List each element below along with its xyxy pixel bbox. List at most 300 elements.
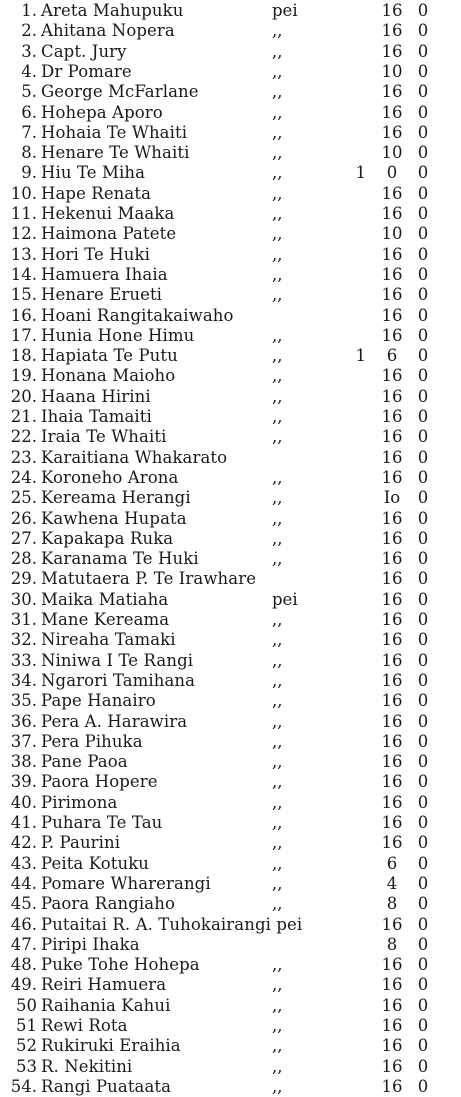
ditto-mark: ,, [272, 163, 283, 183]
amount-pence: 0 [417, 508, 429, 528]
list-item [0, 793, 461, 813]
amount-pence: 0 [417, 610, 429, 629]
amount-shillings: 16 [381, 1036, 403, 1056]
ditto-mark: ,, [272, 82, 283, 102]
contributor-name: Reiri Hamuera [41, 975, 167, 995]
entry-number: 6. [21, 102, 37, 122]
contributor-name: Ahitana Nopera [41, 21, 175, 41]
contributor-name: Mane Kereama [41, 610, 170, 629]
entry-number: 22. [10, 427, 37, 447]
amount-pence: 0 [417, 163, 429, 183]
amount-pence: 0 [417, 670, 429, 690]
ditto-mark: pei [272, 1, 298, 20]
list-item [0, 590, 461, 610]
contributor-name: Hiu Te Miha [41, 163, 146, 183]
ditto-mark: ,, [272, 224, 283, 244]
contributor-name: Pane Paoa [41, 752, 128, 772]
amount-pence: 0 [417, 82, 429, 102]
entry-number: 38. [10, 752, 37, 772]
contributor-name: Pera Pihuka [41, 731, 143, 751]
amount-shillings: 16 [381, 813, 403, 832]
list-item [0, 427, 461, 447]
ditto-mark: ,, [272, 752, 283, 772]
ditto-mark: ,, [272, 427, 283, 447]
entry-number: 16. [10, 305, 37, 325]
entry-number: 50 [16, 995, 37, 1015]
contributor-name: P. Paurini [41, 833, 121, 853]
amount-pence: 0 [417, 305, 429, 325]
amount-shillings: 16 [381, 467, 403, 487]
contributor-name: Hamuera Ihaia [41, 264, 168, 284]
amount-pence: 0 [417, 549, 429, 569]
contributor-name: Koroneho Arona [41, 467, 179, 487]
entry-number: 9. [21, 163, 37, 183]
amount-shillings: 16 [381, 955, 403, 975]
list-item [0, 387, 461, 407]
entry-number: 51 [16, 1016, 37, 1035]
amount-pence: 0 [417, 528, 429, 548]
amount-shillings: 16 [381, 366, 403, 386]
amount-pence: 0 [417, 792, 429, 812]
contributor-name: Haana Hirini [41, 386, 151, 406]
contributor-name: Hohaia Te Whaiti [41, 122, 188, 142]
ditto-mark: ,, [272, 650, 283, 670]
ditto-mark: ,, [272, 325, 283, 345]
list-item [0, 184, 461, 204]
amount-shillings: 16 [381, 1076, 403, 1096]
amount-pence: 0 [417, 183, 429, 203]
entry-number: 40. [10, 792, 37, 812]
amount-shillings: 16 [381, 752, 403, 772]
entry-number: 10. [10, 183, 37, 203]
amount-shillings: 16 [381, 285, 403, 305]
amount-shillings: 6 [386, 346, 398, 366]
contributor-name: Nireaha Tamaki [41, 630, 176, 650]
entry-number: 11. [10, 204, 37, 223]
list-item [0, 975, 461, 995]
ditto-mark: ,, [272, 407, 283, 426]
entry-number: 20. [10, 386, 37, 406]
amount-pence: 0 [417, 467, 429, 487]
entry-number: 4. [21, 61, 37, 81]
amount-pence: 0 [417, 285, 429, 305]
entry-number: 5. [21, 82, 37, 102]
ditto-mark: ,, [272, 995, 283, 1015]
amount-pence: 0 [417, 873, 429, 893]
contributor-name: Honana Maioho [41, 366, 176, 386]
amount-shillings: 16 [381, 1, 403, 20]
ditto-mark: pei [272, 589, 298, 609]
list-item [0, 833, 461, 853]
amount-shillings: 16 [381, 427, 403, 447]
contributor-name: Niniwa I Te Rangi [41, 650, 194, 670]
entry-number: 24. [10, 467, 37, 487]
ditto-mark: ,, [272, 772, 283, 792]
contributor-name: Hekenui Maaka [41, 204, 175, 223]
ditto-mark: ,, [272, 1036, 283, 1056]
amount-pence: 0 [417, 224, 429, 244]
entry-number: 44. [10, 873, 37, 893]
amount-pence: 0 [417, 1036, 429, 1056]
contributor-name: Ihaia Tamaiti [41, 407, 152, 426]
amount-pence: 0 [417, 61, 429, 81]
amount-shillings: 16 [381, 41, 403, 61]
amount-shillings: 6 [386, 853, 398, 873]
ditto-mark: ,, [272, 488, 283, 508]
list-item [0, 326, 461, 346]
contributor-name: Pera A. Harawira [41, 711, 188, 731]
amount-pence: 0 [417, 772, 429, 792]
entry-number: 7. [21, 122, 37, 142]
amount-pence: 0 [417, 325, 429, 345]
amount-pence: 0 [417, 488, 429, 508]
amount-shillings: 16 [381, 183, 403, 203]
list-item [0, 143, 461, 163]
ditto-mark: ,, [272, 894, 283, 914]
list-item [0, 549, 461, 569]
entry-number: 15. [10, 285, 37, 305]
contributor-name: Puke Tohe Hohepa [41, 955, 200, 975]
list-item [0, 610, 461, 630]
contributor-name: Paora Hopere [41, 772, 158, 792]
contributor-name: George McFarlane [41, 82, 199, 102]
entry-number: 26. [10, 508, 37, 528]
contributor-name: Piripi Ihaka [41, 934, 140, 954]
contributor-name: Capt. Jury [41, 41, 127, 61]
amount-shillings: 16 [381, 670, 403, 690]
list-item [0, 407, 461, 427]
contributor-name: Kawhena Hupata [41, 508, 187, 528]
list-item [0, 671, 461, 691]
ditto-mark: ,, [272, 61, 283, 81]
amount-pence: 0 [417, 833, 429, 853]
amount-shillings: 16 [381, 995, 403, 1015]
ditto-mark: ,, [272, 549, 283, 569]
list-item [0, 1, 461, 21]
amount-shillings: 16 [381, 528, 403, 548]
amount-shillings: 16 [381, 610, 403, 629]
contributor-name: Maika Matiaha [41, 589, 169, 609]
ditto-mark: ,, [272, 285, 283, 305]
ditto-mark: ,, [272, 1076, 283, 1096]
ditto-mark: ,, [272, 204, 283, 223]
entry-number: 39. [10, 772, 37, 792]
amount-shillings: 8 [386, 894, 398, 914]
amount-pounds: 1 [355, 346, 366, 366]
amount-pence: 0 [417, 346, 429, 366]
amount-shillings: 16 [381, 914, 403, 934]
contributor-name: Kapakapa Ruka [41, 528, 174, 548]
ditto-mark: ,, [272, 711, 283, 731]
entry-number: 8. [21, 143, 37, 163]
amount-shillings: 16 [381, 82, 403, 102]
list-item [0, 265, 461, 285]
list-item [0, 366, 461, 386]
amount-shillings: 16 [381, 792, 403, 812]
list-item [0, 509, 461, 529]
entry-number: 35. [10, 691, 37, 711]
amount-shillings: 16 [381, 650, 403, 670]
contributor-name: Iraia Te Whaiti [41, 427, 167, 447]
entry-number: 3. [21, 41, 37, 61]
amount-shillings: 16 [381, 21, 403, 41]
entry-number: 14. [10, 264, 37, 284]
amount-pence: 0 [417, 630, 429, 650]
amount-shillings: 16 [381, 508, 403, 528]
entry-number: 31. [10, 610, 37, 629]
entry-number: 12. [10, 224, 37, 244]
entry-number: 28. [10, 549, 37, 569]
amount-pence: 0 [417, 427, 429, 447]
amount-pence: 0 [417, 122, 429, 142]
list-item [0, 346, 461, 366]
amount-shillings: 16 [381, 204, 403, 223]
amount-shillings: 16 [381, 447, 403, 467]
list-item [0, 996, 461, 1016]
ditto-mark: ,, [272, 813, 283, 832]
ditto-mark: ,, [272, 467, 283, 487]
entry-number: 32. [10, 630, 37, 650]
list-item [0, 732, 461, 752]
list-item [0, 1036, 461, 1056]
amount-shillings: 16 [381, 244, 403, 264]
amount-pence: 0 [417, 1076, 429, 1096]
list-item [0, 935, 461, 955]
amount-shillings: 16 [381, 122, 403, 142]
amount-shillings: 16 [381, 731, 403, 751]
amount-pence: 0 [417, 264, 429, 284]
list-item [0, 529, 461, 549]
amount-pence: 0 [417, 1016, 429, 1035]
contributor-name: Puhara Te Tau [41, 813, 163, 832]
contributor-name: Rangi Puataata [41, 1076, 172, 1096]
list-item [0, 62, 461, 82]
entry-number: 25. [10, 488, 37, 508]
contributor-name: Hunia Hone Himu [41, 325, 195, 345]
amount-pence: 0 [417, 407, 429, 426]
list-item [0, 245, 461, 265]
ditto-mark: ,, [272, 691, 283, 711]
amount-pence: 0 [417, 813, 429, 832]
amount-pence: 0 [417, 650, 429, 670]
entry-number: 21. [10, 407, 37, 426]
contributor-name: Dr Pomare [41, 61, 132, 81]
entry-number: 19. [10, 366, 37, 386]
amount-shillings: 16 [381, 325, 403, 345]
contributor-name: Rukiruki Eraihia [41, 1036, 181, 1056]
contributor-name: Kereama Herangi [41, 488, 191, 508]
entry-number: 34. [10, 670, 37, 690]
ditto-mark: ,, [272, 873, 283, 893]
amount-pence: 0 [417, 711, 429, 731]
amount-pence: 0 [417, 204, 429, 223]
amount-shillings: 16 [381, 407, 403, 426]
list-item [0, 103, 461, 123]
amount-pence: 0 [417, 447, 429, 467]
amount-pence: 0 [417, 894, 429, 914]
ditto-mark: ,, [272, 975, 283, 995]
amount-pence: 0 [417, 569, 429, 589]
ditto-mark: ,, [272, 853, 283, 873]
list-item [0, 21, 461, 41]
entry-number: 47. [10, 934, 37, 954]
contributor-name: Areta Mahupuku [41, 1, 184, 20]
list-item [0, 448, 461, 468]
ditto-mark: ,, [272, 102, 283, 122]
contributor-name: Hapiata Te Putu [41, 346, 178, 366]
amount-pence: 0 [417, 934, 429, 954]
amount-pounds: 1 [355, 163, 366, 183]
entry-number: 48. [10, 955, 37, 975]
list-item [0, 854, 461, 874]
entry-number: 33. [10, 650, 37, 670]
entry-number: 30. [10, 589, 37, 609]
amount-shillings: 16 [381, 833, 403, 853]
list-item [0, 630, 461, 650]
entry-number: 43. [10, 853, 37, 873]
ditto-mark: ,, [272, 346, 283, 366]
ditto-mark: ,, [272, 1056, 283, 1076]
entry-number: 53 [16, 1056, 37, 1076]
amount-pence: 0 [417, 21, 429, 41]
amount-shillings: 8 [386, 934, 398, 954]
amount-shillings: 16 [381, 1016, 403, 1035]
entry-number: 36. [10, 711, 37, 731]
amount-shillings: 16 [381, 691, 403, 711]
amount-shillings: 16 [381, 589, 403, 609]
ditto-mark: ,, [272, 183, 283, 203]
ditto-mark: ,, [272, 41, 283, 61]
entry-number: 13. [10, 244, 37, 264]
amount-shillings: 10 [381, 224, 403, 244]
amount-pence: 0 [417, 853, 429, 873]
amount-shillings: 16 [381, 569, 403, 589]
ditto-mark: ,, [272, 528, 283, 548]
list-item [0, 691, 461, 711]
entry-number: 23. [10, 447, 37, 467]
list-item [0, 488, 461, 508]
list-item [0, 224, 461, 244]
amount-shillings: 16 [381, 102, 403, 122]
amount-pence: 0 [417, 386, 429, 406]
list-item [0, 285, 461, 305]
amount-pence: 0 [417, 366, 429, 386]
list-item [0, 651, 461, 671]
entry-number: 52 [16, 1036, 37, 1056]
amount-pence: 0 [417, 41, 429, 61]
list-item [0, 42, 461, 62]
amount-pence: 0 [417, 752, 429, 772]
amount-pence: 0 [417, 975, 429, 995]
ditto-mark: ,, [272, 264, 283, 284]
contributor-name: Henare Te Whaiti [41, 143, 190, 163]
list-item [0, 569, 461, 589]
list-item [0, 894, 461, 914]
ditto-mark: ,, [272, 1016, 283, 1035]
ditto-mark: ,, [272, 792, 283, 812]
entry-number: 54. [10, 1076, 37, 1096]
contributor-name: Putaitai R. A. Tuhokairangi pei [41, 914, 303, 934]
list-item [0, 306, 461, 326]
amount-shillings: 16 [381, 975, 403, 995]
ditto-mark: ,, [272, 386, 283, 406]
amount-shillings: 10 [381, 61, 403, 81]
list-item [0, 772, 461, 792]
amount-pence: 0 [417, 691, 429, 711]
amount-pence: 0 [417, 589, 429, 609]
list-item [0, 204, 461, 224]
ditto-mark: ,, [272, 143, 283, 163]
list-item [0, 82, 461, 102]
contributor-name: Peita Kotuku [41, 853, 150, 873]
list-item [0, 915, 461, 935]
amount-shillings: 16 [381, 264, 403, 284]
list-item [0, 874, 461, 894]
amount-pence: 0 [417, 995, 429, 1015]
amount-pence: 0 [417, 955, 429, 975]
contributor-name: Hohepa Aporo [41, 102, 163, 122]
contributor-name: Ngarori Tamihana [41, 670, 196, 690]
contributor-name: R. Nekitini [41, 1056, 133, 1076]
list-item [0, 123, 461, 143]
entry-number: 42. [10, 833, 37, 853]
amount-shillings: 0 [386, 163, 398, 183]
list-item [0, 468, 461, 488]
contributor-name: Hape Renata [41, 183, 152, 203]
amount-pence: 0 [417, 102, 429, 122]
amount-shillings: 16 [381, 305, 403, 325]
list-item [0, 1057, 461, 1077]
amount-shillings: 10 [381, 143, 403, 163]
entry-number: 27. [10, 528, 37, 548]
amount-shillings: 16 [381, 711, 403, 731]
list-item [0, 955, 461, 975]
ditto-mark: ,, [272, 833, 283, 853]
ditto-mark: ,, [272, 122, 283, 142]
amount-pence: 0 [417, 731, 429, 751]
entry-number: 46. [10, 914, 37, 934]
ditto-mark: ,, [272, 955, 283, 975]
contributor-name: Karaitiana Whakarato [41, 447, 228, 467]
amount-shillings: 16 [381, 386, 403, 406]
contributor-name: Hoani Rangitakaiwaho [41, 305, 234, 325]
list-item [0, 163, 461, 183]
amount-shillings: Io [383, 488, 401, 508]
ditto-mark: ,, [272, 21, 283, 41]
entry-number: 18. [10, 346, 37, 366]
list-item [0, 1016, 461, 1036]
entry-number: 29. [10, 569, 37, 589]
contributor-name: Henare Erueti [41, 285, 163, 305]
contributor-name: Rewi Rota [41, 1016, 128, 1035]
list-item [0, 712, 461, 732]
entry-number: 2. [21, 21, 37, 41]
ditto-mark: ,, [272, 630, 283, 650]
contributor-name: Karanama Te Huki [41, 549, 199, 569]
entry-number: 17. [10, 325, 37, 345]
amount-shillings: 16 [381, 772, 403, 792]
ditto-mark: ,, [272, 244, 283, 264]
entry-number: 45. [10, 894, 37, 914]
amount-pence: 0 [417, 1056, 429, 1076]
amount-shillings: 16 [381, 549, 403, 569]
list-item [0, 752, 461, 772]
entry-number: 37. [10, 731, 37, 751]
amount-pence: 0 [417, 143, 429, 163]
amount-shillings: 4 [386, 873, 398, 893]
contributor-name: Pape Hanairo [41, 691, 156, 711]
contributor-name: Raihania Kahui [41, 995, 171, 1015]
